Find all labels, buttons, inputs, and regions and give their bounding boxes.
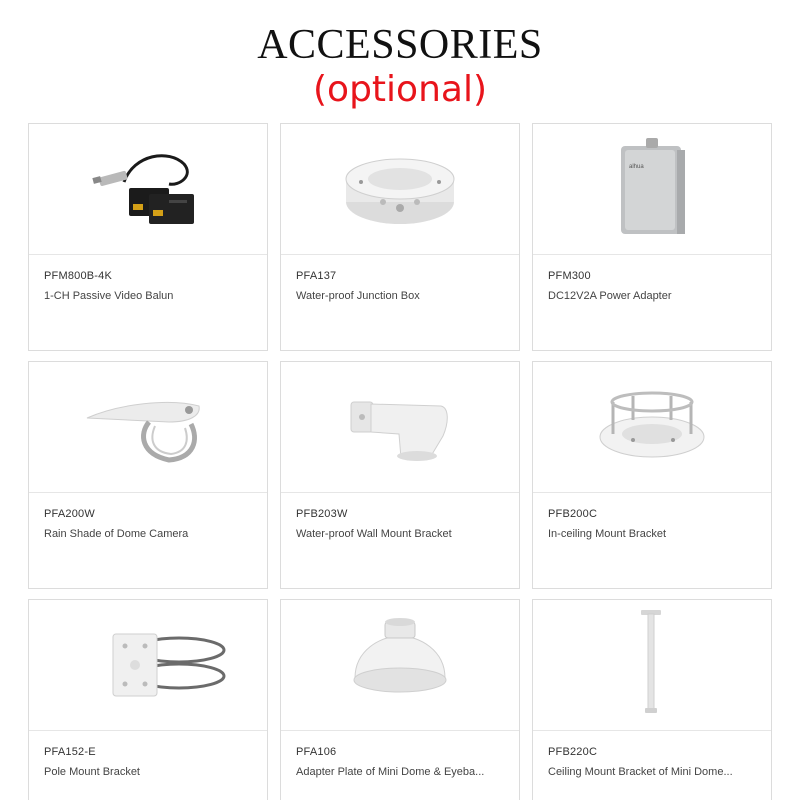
product-card-pfm300[interactable] xyxy=(532,123,772,351)
product-code[interactable]: PFA137 xyxy=(296,270,337,282)
wall-mount-icon xyxy=(281,362,519,492)
junction-box-icon xyxy=(281,124,519,254)
product-name[interactable]: Adapter Plate of Mini Dome & Eyeba... xyxy=(296,766,485,778)
product-name[interactable]: Rain Shade of Dome Camera xyxy=(44,528,189,540)
product-card-pfm800b-4k[interactable] xyxy=(28,123,268,351)
product-code[interactable]: PFM800B-4K xyxy=(44,270,113,282)
svg-text:alhua: alhua xyxy=(629,164,644,170)
product-card-pfa200w[interactable] xyxy=(28,361,268,589)
product-name[interactable]: In-ceiling Mount Bracket xyxy=(548,528,666,540)
product-code[interactable]: PFA152-E xyxy=(44,746,96,758)
product-card-pfa137[interactable] xyxy=(280,123,520,351)
product-name[interactable]: Pole Mount Bracket xyxy=(44,766,140,778)
product-name[interactable]: Water-proof Junction Box xyxy=(296,290,420,302)
in-ceiling-mount-icon xyxy=(533,362,771,492)
rain-shade-icon xyxy=(29,362,267,492)
product-name[interactable]: 1-CH Passive Video Balun xyxy=(44,290,174,302)
product-card-pfb200c[interactable] xyxy=(532,361,772,589)
product-name[interactable]: DC12V2A Power Adapter xyxy=(548,290,672,302)
product-code[interactable]: PFM300 xyxy=(548,270,591,282)
power-adapter-icon xyxy=(533,124,771,254)
product-card-pfa106[interactable] xyxy=(280,599,520,800)
page-subtitle: (optional) xyxy=(313,69,487,110)
balun-icon xyxy=(29,124,267,254)
ceiling-mount-icon xyxy=(533,600,771,730)
adapter-plate-icon xyxy=(281,600,519,730)
pole-mount-icon xyxy=(29,600,267,730)
product-code[interactable]: PFB203W xyxy=(296,508,348,520)
product-code[interactable]: PFA200W xyxy=(44,508,95,520)
product-card-pfb203w[interactable] xyxy=(280,361,520,589)
product-card-pfb220c[interactable] xyxy=(532,599,772,800)
product-name[interactable]: Water-proof Wall Mount Bracket xyxy=(296,528,452,540)
product-name[interactable]: Ceiling Mount Bracket of Mini Dome... xyxy=(548,766,733,778)
product-card-pfa152-e[interactable] xyxy=(28,599,268,800)
product-code[interactable]: PFA106 xyxy=(296,746,337,758)
page-title: ACCESSORIES xyxy=(257,22,543,68)
product-code[interactable]: PFB200C xyxy=(548,508,598,520)
product-code[interactable]: PFB220C xyxy=(548,746,598,758)
